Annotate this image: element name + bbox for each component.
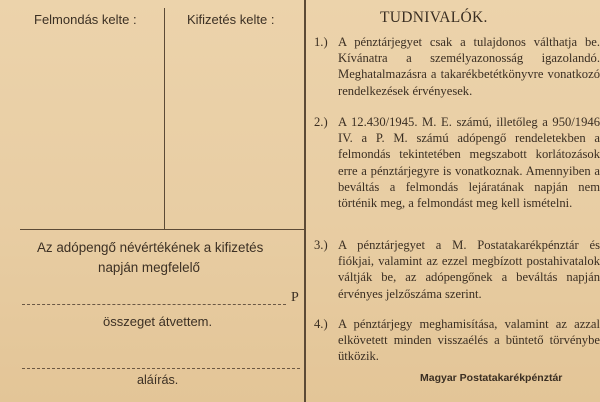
payment-date-label: Kifizetés kelte : bbox=[187, 12, 275, 27]
notice-title: TUDNIVALÓK. bbox=[380, 9, 488, 26]
notice-1 bbox=[314, 34, 600, 99]
notice-4-text: A pénztárjegy meghamisítása, valamint az azzal elkövetett minden visszaélés a büntető törvénybe ütközik. bbox=[338, 317, 600, 364]
notice-4-number: 4.) bbox=[314, 317, 328, 331]
column-divider bbox=[164, 8, 165, 230]
signature-label: aláírás. bbox=[137, 373, 179, 387]
section-divider bbox=[304, 0, 306, 402]
received-label: összeget átvettem. bbox=[103, 314, 213, 329]
notice-2 bbox=[314, 114, 600, 211]
notice-1-text: A pénztárjegyet csak a tulajdonos válthatja be. Kívánatra a személyazonosság igazolandó. Meghatalmazásra a takarékbetétkönyvre vonatkozó rendelkezések érvényesek. bbox=[338, 35, 600, 98]
p-mark: P bbox=[291, 290, 299, 305]
notice-3 bbox=[314, 237, 600, 302]
notice-3-number: 3.) bbox=[314, 238, 328, 252]
notice-3-text: A pénztárjegyet a M. Postatakarékpénztár és fiókjai, valamint az ezzel megbízott postahivatalok váltják be, az adópengőnek a beváltás napján érvényes jelzőszáma szerint. bbox=[338, 238, 600, 301]
horizontal-divider bbox=[20, 229, 305, 230]
issuer-footer: Magyar Postatakarékpénztár bbox=[420, 372, 563, 384]
notice-2-text: A 12.430/1945. M. E. számú, illetőleg a 950/1946 IV. a P. M. számú adópengő rendeletekben a felmondás tekintetében megszabott korlátozások erre a pénztárjegyre is vonatkoznak. Amennyiben a beváltás a felmondás lejáratának napján nem történik meg, a felmondást meg kell ismételni. bbox=[338, 115, 600, 211]
notice-2-number: 2.) bbox=[314, 115, 328, 129]
amount-line bbox=[22, 304, 286, 305]
notice-4 bbox=[314, 316, 600, 365]
statement-line-2: napján megfelelő bbox=[98, 260, 200, 275]
notice-1-number: 1.) bbox=[314, 35, 328, 49]
signature-line bbox=[22, 368, 300, 369]
statement-line-1: Az adópengő névértékének a kifizetés bbox=[37, 240, 264, 255]
cancellation-date-label: Felmondás kelte : bbox=[34, 12, 137, 27]
